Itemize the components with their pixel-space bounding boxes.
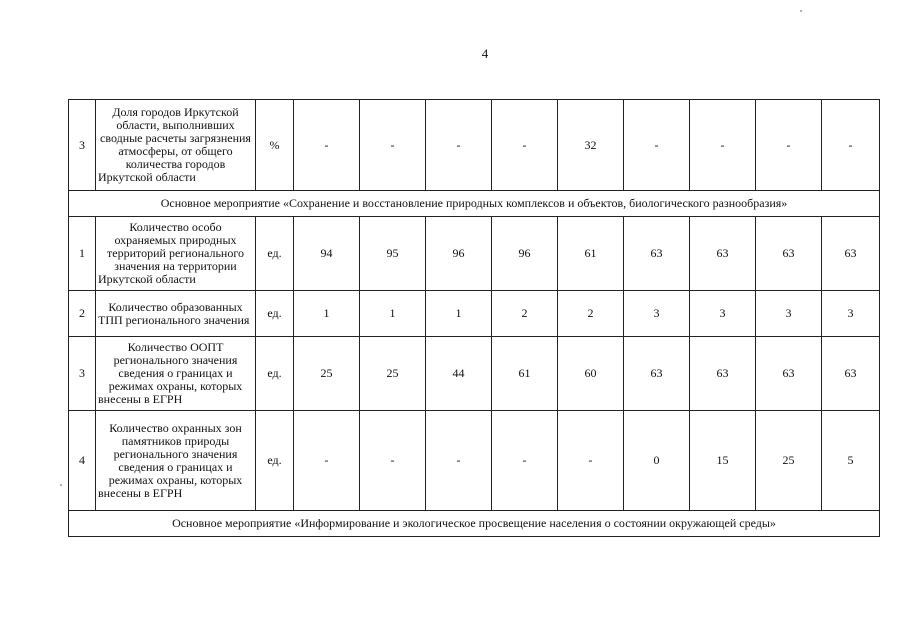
value-cell: 0 [624, 411, 690, 511]
section-title: Основное мероприятие «Сохранение и восстановление природных комплексов и объектов, биологического разнообразия» [69, 191, 880, 217]
value-cell: 96 [426, 217, 492, 291]
scan-speck [800, 10, 802, 12]
value-cell: 63 [822, 337, 880, 411]
value-cell: 1 [360, 291, 426, 337]
value-cell: - [426, 100, 492, 191]
row-number: 3 [69, 337, 96, 411]
value-cell: - [426, 411, 492, 511]
value-cell: 32 [558, 100, 624, 191]
page-number: 4 [481, 46, 489, 61]
indicator-name: Количество охранных зон памятников природы регионального значения сведения о границах и режимах охраны, которых внесены в ЕГРН [96, 411, 256, 511]
table-row [69, 100, 880, 191]
value-cell: 3 [756, 291, 822, 337]
value-cell: - [558, 411, 624, 511]
section-header-row [69, 191, 880, 217]
indicator-name: Количество особо охраняемых природных территорий регионального значения на территории Иркутской области [96, 217, 256, 291]
value-cell: 96 [492, 217, 558, 291]
value-cell: 63 [756, 337, 822, 411]
value-cell: - [624, 100, 690, 191]
unit-cell: % [256, 100, 294, 191]
value-cell: 63 [690, 217, 756, 291]
value-cell: 63 [624, 217, 690, 291]
value-cell: 60 [558, 337, 624, 411]
value-cell: - [822, 100, 880, 191]
value-cell: 2 [492, 291, 558, 337]
table-row [69, 291, 880, 337]
value-cell: - [294, 100, 360, 191]
value-cell: 63 [624, 337, 690, 411]
value-cell: 2 [558, 291, 624, 337]
value-cell: 63 [690, 337, 756, 411]
value-cell: - [492, 411, 558, 511]
value-cell: - [360, 100, 426, 191]
section-header-row [69, 511, 880, 537]
unit-cell: ед. [256, 291, 294, 337]
value-cell: 5 [822, 411, 880, 511]
table-row [69, 337, 880, 411]
value-cell: 61 [558, 217, 624, 291]
row-number: 3 [69, 100, 96, 191]
value-cell: 1 [294, 291, 360, 337]
value-cell: - [294, 411, 360, 511]
value-cell: 25 [360, 337, 426, 411]
section-title: Основное мероприятие «Информирование и экологическое просвещение населения о состоянии окружающей среды» [69, 511, 880, 537]
indicators-table [68, 99, 880, 537]
value-cell: 25 [756, 411, 822, 511]
value-cell: - [360, 411, 426, 511]
value-cell: 63 [756, 217, 822, 291]
unit-cell: ед. [256, 411, 294, 511]
value-cell: 3 [822, 291, 880, 337]
row-number: 2 [69, 291, 96, 337]
scan-speck [60, 484, 62, 486]
value-cell: - [756, 100, 822, 191]
value-cell: 15 [690, 411, 756, 511]
value-cell: 1 [426, 291, 492, 337]
value-cell: - [492, 100, 558, 191]
indicator-name: Количество образованных ТПП регионального значения [96, 291, 256, 337]
value-cell: 25 [294, 337, 360, 411]
row-number: 1 [69, 217, 96, 291]
indicator-name: Доля городов Иркутской области, выполнивших сводные расчеты загрязнения атмосферы, от общего количества городов Иркутской области [96, 100, 256, 191]
unit-cell: ед. [256, 217, 294, 291]
value-cell: 94 [294, 217, 360, 291]
value-cell: 3 [624, 291, 690, 337]
table-row [69, 217, 880, 291]
indicator-name: Количество ООПТ регионального значения сведения о границах и режимах охраны, которых внесены в ЕГРН [96, 337, 256, 411]
value-cell: 3 [690, 291, 756, 337]
value-cell: 44 [426, 337, 492, 411]
value-cell: - [690, 100, 756, 191]
unit-cell: ед. [256, 337, 294, 411]
value-cell: 61 [492, 337, 558, 411]
value-cell: 63 [822, 217, 880, 291]
row-number: 4 [69, 411, 96, 511]
table-row [69, 411, 880, 511]
value-cell: 95 [360, 217, 426, 291]
